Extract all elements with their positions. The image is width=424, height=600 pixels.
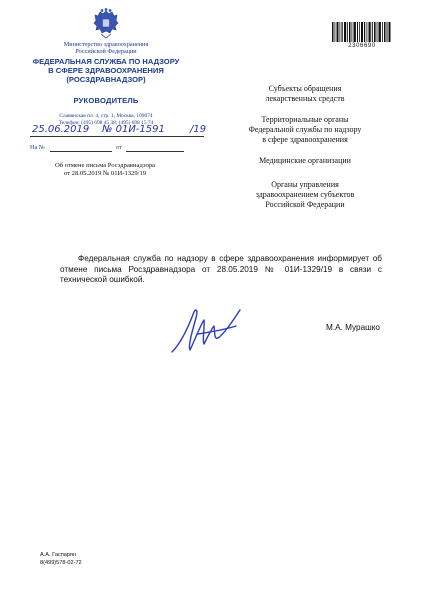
agency-line: (РОСЗДРАВНАДЗОР) bbox=[66, 75, 146, 84]
barcode-number: 2306690 bbox=[348, 43, 376, 49]
handwritten-signature bbox=[158, 300, 258, 364]
recipient-block bbox=[240, 156, 370, 166]
registration-number bbox=[102, 124, 165, 135]
address-line: Славянская пл. 4, стр. 1, Москва, 109074 bbox=[59, 113, 153, 119]
registration-suffix: /19 bbox=[190, 124, 207, 135]
recipient-line: в сфере здравоохранения bbox=[262, 135, 348, 144]
recipient-line: Субъекты обращения bbox=[268, 84, 342, 93]
recipient-block bbox=[240, 180, 370, 210]
reference-date-line bbox=[126, 151, 184, 152]
address-line: Телефон: (495) 698 45 38; (495) 698 15 74 bbox=[58, 120, 154, 126]
russian-coat-of-arms-icon bbox=[92, 8, 120, 40]
agency-line: В СФЕРЕ ЗДРАВООХРАНЕНИЯ bbox=[48, 66, 164, 75]
ministry-line: Российской Федерации bbox=[75, 48, 137, 55]
recipient-line: Федеральной службы по надзору bbox=[248, 125, 362, 134]
agency-name bbox=[32, 57, 180, 84]
ministry-line: Министерство здравоохранения bbox=[63, 41, 149, 48]
recipient-line: лекарственных средств bbox=[265, 94, 345, 103]
recipient-line: Территориальные органы bbox=[261, 115, 349, 124]
subject-line: от 28.05.2019 № 01И-1329/19 bbox=[63, 170, 147, 177]
letter-body: Федеральная служба по надзору в сфере здравоохранения информирует об отмене письма Росздравнадзора от 28.05.2019 № 01И-1329/19 в связи с технической ошибкой. bbox=[60, 254, 382, 284]
signer-name: М.А. Мурашко bbox=[326, 323, 380, 332]
executor-info bbox=[40, 552, 82, 567]
subject-line: Об отмене письма Росздравнадзора bbox=[55, 162, 155, 169]
number-value: 01И-1591 bbox=[115, 124, 165, 135]
recipient-line: Медицинские организации bbox=[259, 156, 351, 165]
barcode bbox=[332, 22, 392, 42]
number-underline bbox=[100, 136, 204, 137]
reference-number-label: На № bbox=[30, 144, 45, 151]
agency-line: ФЕДЕРАЛЬНАЯ СЛУЖБА ПО НАДЗОРУ bbox=[32, 57, 180, 66]
date-underline bbox=[30, 136, 100, 137]
executor-phone: 8(499)578-02-72 bbox=[40, 559, 82, 566]
recipient-line: Органы управления bbox=[271, 180, 339, 189]
reference-number-line bbox=[50, 151, 112, 152]
head-title: РУКОВОДИТЕЛЬ bbox=[73, 96, 139, 105]
ministry-name bbox=[40, 41, 172, 55]
reference-date-label: от bbox=[116, 144, 122, 151]
recipient-line: здравоохранением субъектов bbox=[255, 190, 355, 199]
executor-name: А.А. Гаспарян bbox=[40, 552, 77, 558]
registration-date: 25.06.2019 bbox=[32, 124, 90, 135]
letter-subject bbox=[30, 162, 180, 178]
number-sign: № bbox=[102, 124, 113, 135]
recipient-block bbox=[240, 84, 370, 104]
recipient-block bbox=[240, 115, 370, 145]
recipient-line: Российской Федерации bbox=[265, 200, 345, 209]
